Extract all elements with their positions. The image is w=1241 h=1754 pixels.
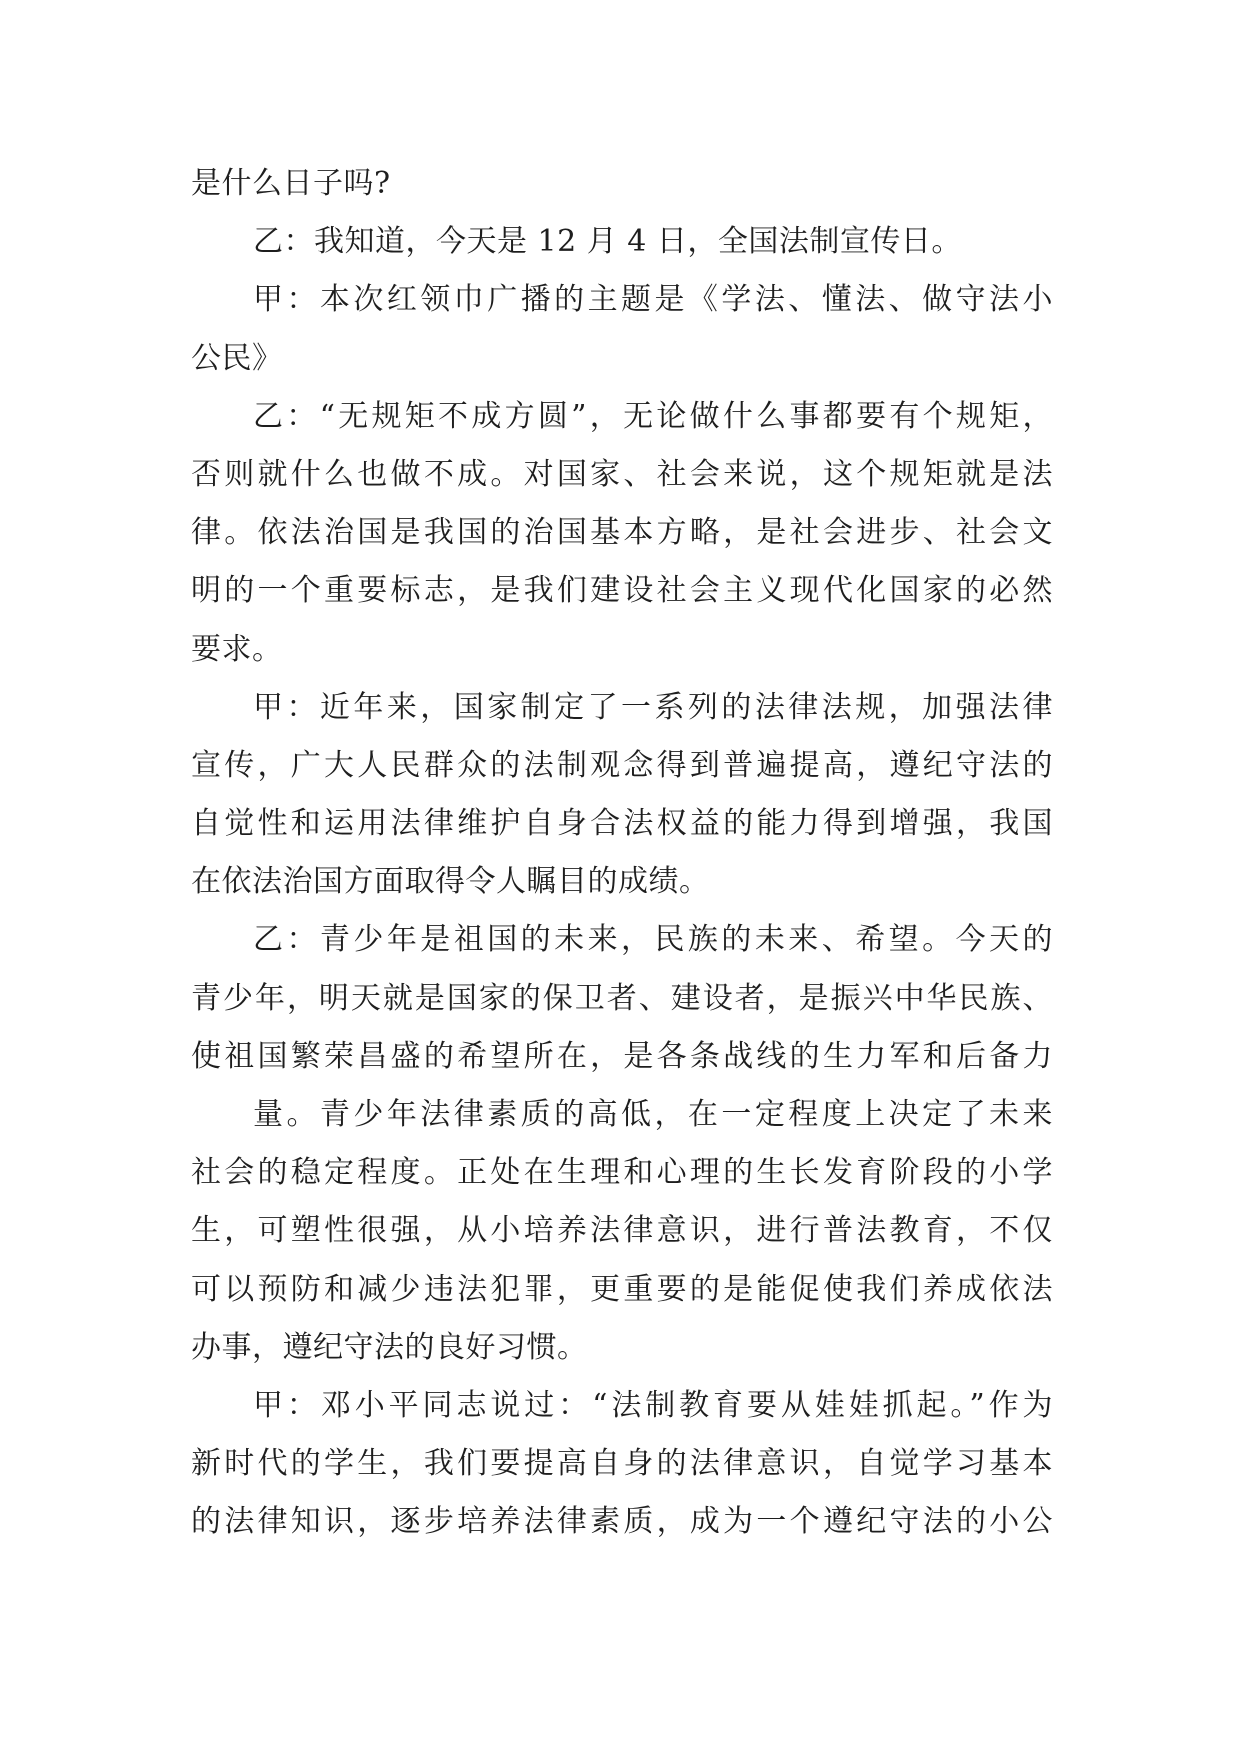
text-line: 甲：本次红领巾广播的主题是《学法、懂法、做守法小 (253, 282, 1053, 318)
text-line: 社会的稳定程度。正处在生理和心理的生长发育阶段的小学 (191, 1155, 1053, 1191)
text-line: 否则就什么也做不成。对国家、社会来说，这个规矩就是法 (191, 456, 1053, 492)
text-line: 甲：邓小平同志说过：“法制教育要从娃娃抓起。”作为 (253, 1387, 1053, 1423)
text-line: 青少年，明天就是国家的保卫者、建设者，是振兴中华民族、 (191, 980, 1053, 1016)
text-line: 律。依法治国是我国的治国基本方略，是社会进步、社会文 (191, 515, 1053, 551)
text-line: 在依法治国方面取得令人瞩目的成绩。 (191, 864, 710, 900)
text-line: 要求。 (191, 631, 283, 667)
text-line: 甲：近年来，国家制定了一系列的法律法规，加强法律 (253, 689, 1053, 725)
text-line: 的法律知识，逐步培养法律素质，成为一个遵纪守法的小公 (191, 1504, 1053, 1540)
text-line: 乙：“无规矩不成方圆”，无论做什么事都要有个规矩， (253, 398, 1053, 434)
text-line: 自觉性和运用法律维护自身合法权益的能力得到增强，我国 (191, 806, 1053, 842)
text-line: 乙：青少年是祖国的未来，民族的未来、希望。今天的 (253, 922, 1053, 958)
text-line: 明的一个重要标志，是我们建设社会主义现代化国家的必然 (191, 573, 1053, 609)
body-text (191, 155, 1053, 1552)
text-line: 可以预防和减少违法犯罪，更重要的是能促使我们养成依法 (191, 1271, 1053, 1307)
text-line: 新时代的学生，我们要提高自身的法律意识，自觉学习基本 (191, 1446, 1053, 1482)
text-line: 宣传，广大人民群众的法制观念得到普遍提高，遵纪守法的 (191, 747, 1053, 783)
text-line: 乙：我知道，今天是 12 月 4 日，全国法制宣传日。 (253, 224, 962, 260)
text-line: 生，可塑性很强，从小培养法律意识，进行普法教育，不仅 (191, 1213, 1053, 1249)
text-line: 量。青少年法律素质的高低，在一定程度上决定了未来 (253, 1097, 1053, 1132)
text-line: 是什么日子吗? (191, 166, 391, 201)
text-line: 办事，遵纪守法的良好习惯。 (191, 1329, 588, 1365)
text-line: 公民》 (191, 340, 283, 376)
text-line: 使祖国繁荣昌盛的希望所在，是各条战线的生力军和后备力 (191, 1038, 1053, 1074)
